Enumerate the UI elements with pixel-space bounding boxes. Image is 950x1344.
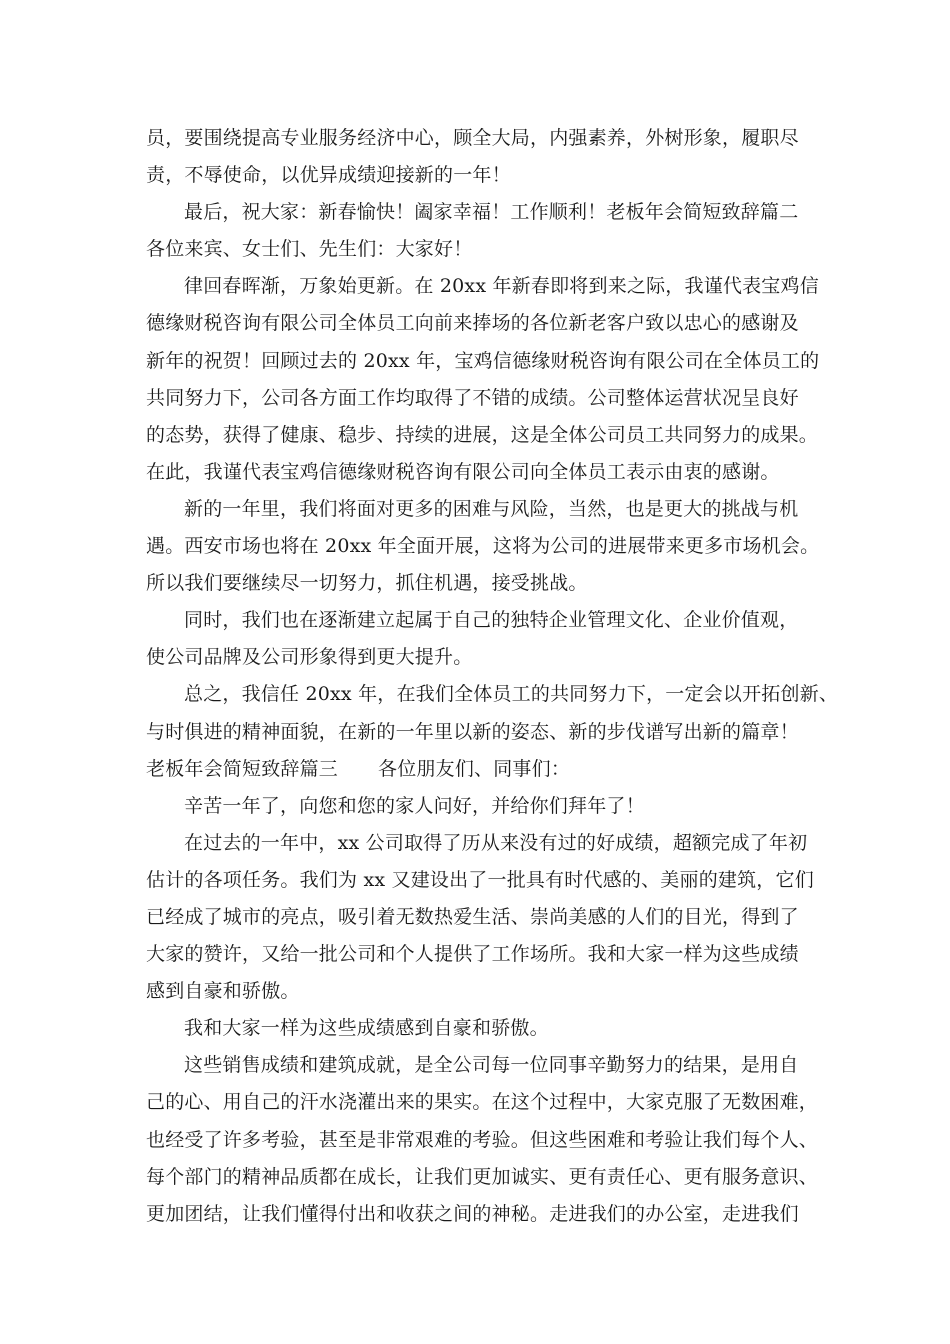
text-line: 在此，我谨代表宝鸡信德缘财税咨询有限公司向全体员工表示由衷的感谢。 xyxy=(146,460,780,483)
text-line: 的态势，获得了健康、稳步、持续的进展，这是全体公司员工共同努力的成果。 xyxy=(146,423,819,446)
text-line: 大家的赞许，又给一批公司和个人提供了工作场所。我和大家一样为这些成绩 xyxy=(146,943,799,966)
text-line: 责，不辱使命，以优异成绩迎接新的一年！ xyxy=(146,164,511,187)
salutation: 各位朋友们、同事们： xyxy=(378,757,571,780)
text-line: 同时，我们也在逐渐建立起属于自己的独特企业管理文化、企业价值观， xyxy=(184,609,799,632)
text-line: 这些销售成绩和建筑成就，是全公司每一位同事辛勤努力的结果，是用自 xyxy=(184,1054,799,1077)
text-line: 所以我们要继续尽一切努力，抓住机遇，接受挑战。 xyxy=(146,572,588,595)
text-line: 我和大家一样为这些成绩感到自豪和骄傲。 xyxy=(184,1017,549,1040)
text-line: 总之，我信任 20xx 年，在我们全体员工的共同努力下，一定会以开拓创新、 xyxy=(184,683,839,706)
text-line: 各位来宾、女士们、先生们：大家好！ xyxy=(146,238,473,261)
text-line: 与时俱进的精神面貌，在新的一年里以新的姿态、新的步伐谱写出新的篇章！ xyxy=(146,720,799,743)
text-line: 共同努力下，公司各方面工作均取得了不错的成绩。公司整体运营状况呈良好 xyxy=(146,386,799,409)
text-line: 使公司品牌及公司形象得到更大提升。 xyxy=(146,646,473,669)
text-line: 辛苦一年了，向您和您的家人问好，并给你们拜年了！ xyxy=(184,794,645,817)
text-line: 律回春晖渐，万象始更新。在 20xx 年新春即将到来之际，我谨代表宝鸡信 xyxy=(184,275,819,298)
text-line: 遇。西安市场也将在 20xx 年全面开展，这将为公司的进展带来更多市场机会。 xyxy=(146,535,820,558)
text-line: 也经受了许多考验，甚至是非常艰难的考验。但这些困难和考验让我们每个人、 xyxy=(146,1128,819,1151)
text-line: 己的心、用自己的汗水浇灌出来的果实。在这个过程中，大家克服了无数困难， xyxy=(146,1091,819,1114)
text-line: 员，要围绕提高专业服务经济中心，顾全大局，内强素养，外树形象，履职尽 xyxy=(146,127,799,149)
text-line: 已经成了城市的亮点，吸引着无数热爱生活、崇尚美感的人们的目光，得到了 xyxy=(146,905,799,928)
text-line: 在过去的一年中，xx 公司取得了历从来没有过的好成绩，超额完成了年初 xyxy=(184,831,808,854)
section-heading: 老板年会简短致辞篇三 xyxy=(146,757,339,780)
document-body xyxy=(146,120,839,1233)
text-line: 最后，祝大家：新春愉快！阖家幸福！工作顺利！老板年会简短致辞篇二 xyxy=(184,201,799,224)
section-heading-line xyxy=(146,751,826,788)
text-line: 新年的祝贺！回顾过去的 20xx 年，宝鸡信德缘财税咨询有限公司在全体员工的 xyxy=(146,349,820,372)
text-line: 感到自豪和骄傲。 xyxy=(146,980,300,1003)
text-line: 更加团结，让我们懂得付出和收获之间的神秘。走进我们的办公室，走进我们 xyxy=(146,1202,799,1225)
text-line: 每个部门的精神品质都在成长，让我们更加诚实、更有责任心、更有服务意识、 xyxy=(146,1165,819,1188)
text-line: 德缘财税咨询有限公司全体员工向前来捧场的各位新老客户致以忠心的感谢及 xyxy=(146,312,799,335)
text-line: 新的一年里，我们将面对更多的困难与风险，当然，也是更大的挑战与机 xyxy=(184,497,799,520)
text-line: 估计的各项任务。我们为 xx 又建设出了一批具有时代感的、美丽的建筑，它们 xyxy=(146,868,814,891)
